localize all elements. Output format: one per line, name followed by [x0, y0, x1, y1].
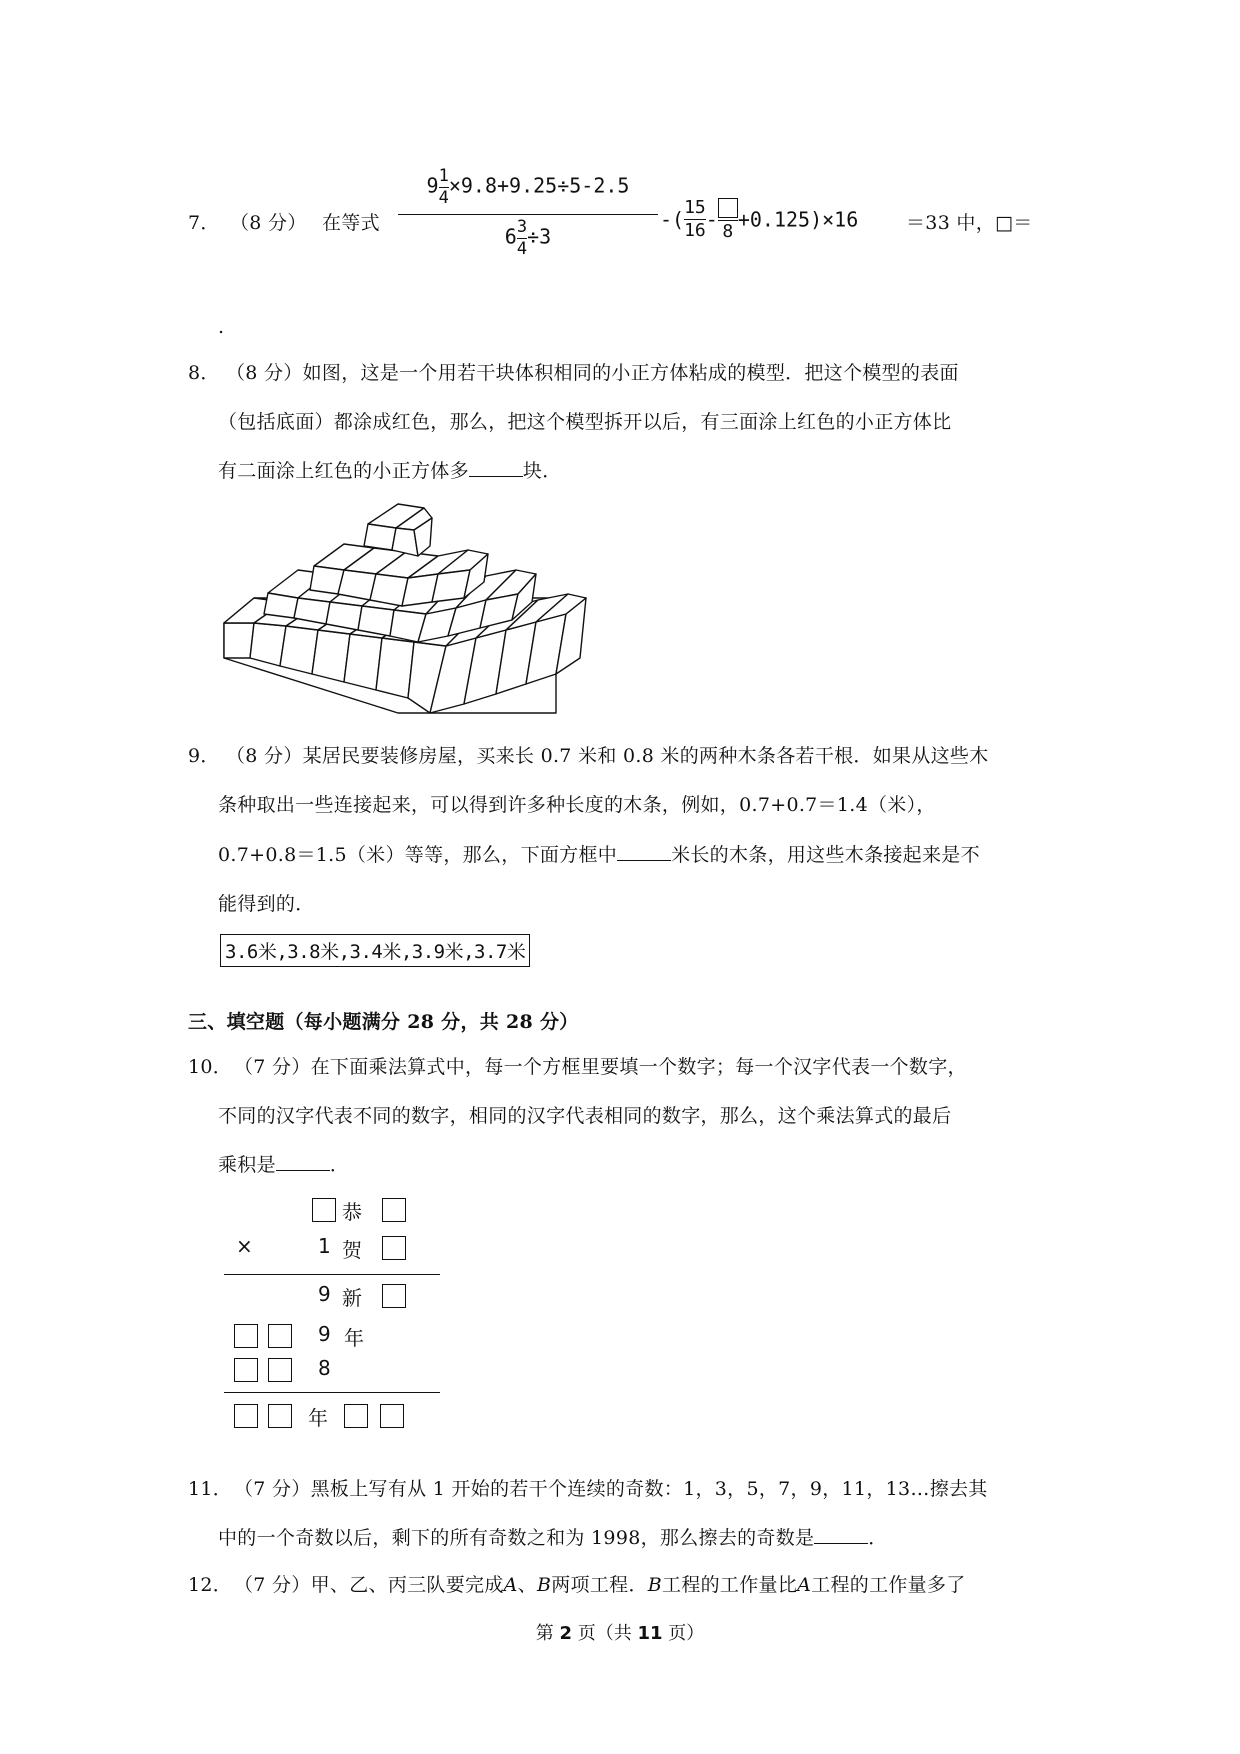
q8-number: 8． [188, 362, 220, 384]
q10-number: 10． [188, 1056, 233, 1078]
puzzle-box [382, 1236, 406, 1260]
q11-number: 11． [188, 1478, 233, 1500]
q9-line1: （8 分）某居民要装修房屋，买来长 0.7 米和 0.8 米的两种木条各若干根．如果从这些木 [226, 745, 989, 767]
q9-answer-blank [617, 842, 671, 861]
q10-line1: （7 分）在下面乘法算式中，每一个方框里要填一个数字；每一个汉字代表一个数字， [234, 1056, 967, 1078]
multiplication-puzzle [222, 1196, 442, 1436]
puzzle-box [268, 1358, 292, 1382]
puzzle-box [382, 1198, 406, 1222]
q10-answer-blank [276, 1152, 330, 1171]
q10-line3: 乘积是 ． [218, 1154, 350, 1176]
q9-line4: 能得到的． [218, 893, 315, 915]
digit-9: 9 [318, 1322, 331, 1346]
q12-line1: （7 分）甲、乙、丙三队要完成A、B两项工程．B工程的工作量比A工程的工作量多了 [234, 1574, 966, 1596]
q11-line1: （7 分）黑板上写有从 1 开始的若干个连续的奇数：1，3，5，7，9，11，13…擦去其 [234, 1478, 988, 1500]
puzzle-box [268, 1404, 292, 1428]
page-footer: 第 2 页（共 11 页） [535, 1623, 705, 1644]
q7-big-fraction [398, 168, 658, 258]
q9-lengths-box: 3.6米,3.8米,3.4米,3.9米,3.7米 [220, 934, 530, 967]
q8-line1: （8 分）如图，这是一个用若干块体积相同的小正方体粘成的模型．把这个模型的表面 [226, 362, 959, 384]
section-3-title: 三、填空题（每小题满分 28 分，共 28 分） [188, 1011, 579, 1033]
times-sign: × [236, 1234, 253, 1258]
puzzle-box [380, 1404, 404, 1428]
q12-number: 12． [188, 1574, 233, 1596]
puzzle-box [234, 1404, 258, 1428]
q7-fraction-box-8: 8 [718, 198, 738, 241]
q9-line3: 0.7+0.8＝1.5（米）等等，那么，下面方框中 米长的木条，用这些木条接起来是不 [218, 844, 980, 866]
char-xin: 新 [342, 1286, 362, 1310]
current-page: 2 [559, 1623, 572, 1644]
q11-line2: 中的一个奇数以后，剩下的所有奇数之和为 1998，那么擦去的奇数是 ． [218, 1527, 888, 1549]
char-gong: 恭 [342, 1200, 362, 1224]
q8-answer-blank [469, 458, 523, 477]
puzzle-box [312, 1198, 336, 1222]
q7-lead: 在等式 [322, 212, 380, 234]
q7-number: 7． [188, 212, 220, 234]
char-nian: 年 [344, 1326, 364, 1350]
puzzle-box [268, 1324, 292, 1348]
q9-number: 9． [188, 745, 220, 767]
digit-8: 8 [318, 1356, 331, 1380]
q11-answer-blank [814, 1525, 868, 1544]
char-nian: 年 [308, 1406, 328, 1430]
q9-line2: 条种取出一些连接起来，可以得到许多种长度的木条，例如，0.7+0.7＝1.4（米）， [218, 794, 936, 816]
puzzle-box [344, 1404, 368, 1428]
total-pages: 11 [637, 1623, 663, 1644]
puzzle-box [382, 1284, 406, 1308]
q7-main-fraction-bar [398, 214, 658, 215]
q8-line3: 有二面涂上红色的小正方体多 块． [218, 460, 562, 482]
puzzle-rule-2 [224, 1392, 440, 1393]
q7-fraction-15-16: $\frac{15}{16}$ [684, 197, 706, 241]
q7-right-expression: -( $\frac{15}{16}$ - 8 +0.125)×16 [660, 197, 859, 242]
q8-line2: （包括底面）都涂成红色，那么，把这个模型拆开以后，有三面涂上红色的小正方体比 [218, 411, 952, 433]
q7-big-denominator: 6 $\frac{3}{4}$ ÷3 [504, 217, 552, 259]
puzzle-rule-1 [224, 1274, 440, 1275]
digit-1: 1 [318, 1234, 331, 1258]
q7-empty-box [718, 198, 738, 218]
puzzle-box [234, 1324, 258, 1348]
puzzle-box [234, 1358, 258, 1382]
q7-big-numerator: 9 $\frac{1}{4}$ ×9.8+9.25÷5-2.5 [426, 166, 630, 208]
q7-score: （8 分） [230, 212, 307, 234]
q10-line2: 不同的汉字代表不同的数字，相同的汉字代表相同的数字，那么，这个乘法算式的最后 [218, 1105, 952, 1127]
cube-pyramid-figure [218, 498, 618, 718]
char-he: 贺 [342, 1238, 362, 1262]
q7-end-dot: . [218, 316, 225, 338]
q7-equals: ＝33 中，□＝ [906, 212, 1033, 234]
digit-9: 9 [318, 1282, 331, 1306]
